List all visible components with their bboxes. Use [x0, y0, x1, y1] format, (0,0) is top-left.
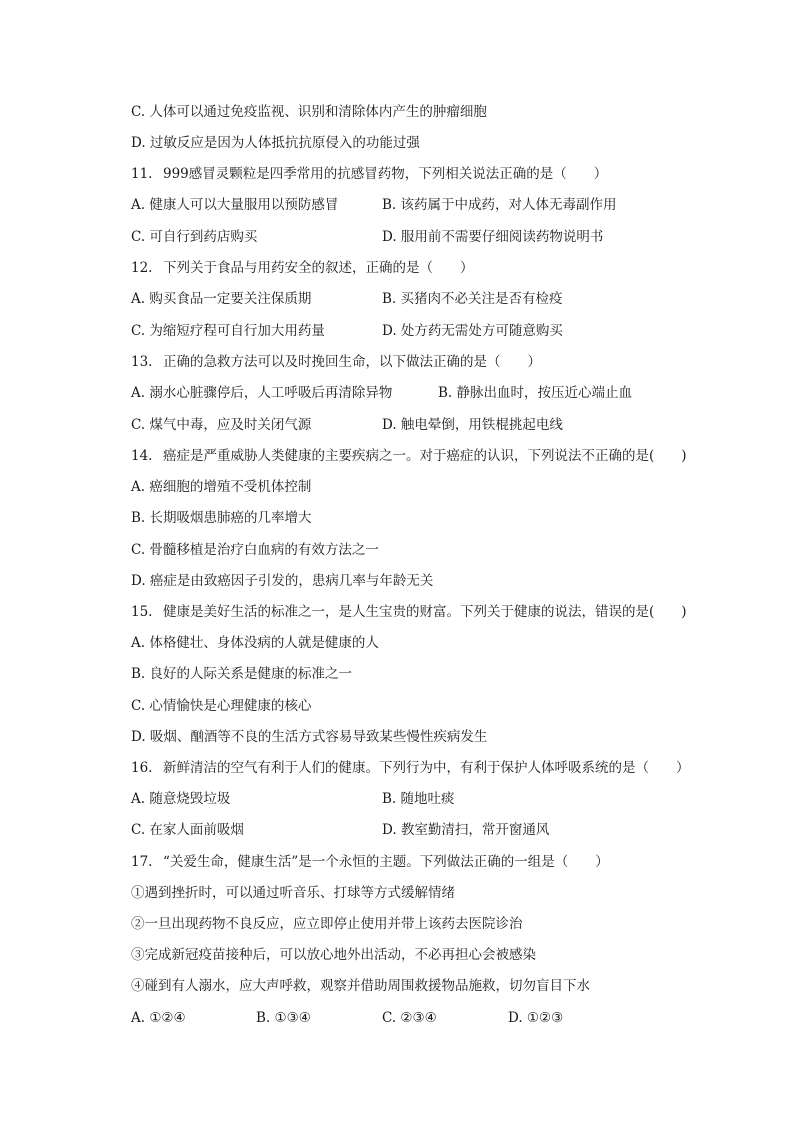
q16-option-a: A. 随意烧毁垃圾 [131, 791, 231, 807]
q11-option-a: A. 健康人可以大量服用以预防感冒 [131, 197, 339, 213]
q17-item-2: ②一旦出现药物不良反应，应立即停止使用并带上该药去医院诊治 [131, 916, 523, 932]
question-stem: 癌症是严重威胁人类健康的主要疾病之一。对于癌症的认识，下列说法不正确的是( ) [163, 448, 687, 464]
q10-option-d: D. 过敏反应是因为人体抵抗抗原侵入的功能过强 [131, 135, 420, 151]
q11-option-d: D. 服用前不需要仔细阅读药物说明书 [382, 229, 604, 245]
q15-stem [131, 601, 687, 623]
q15-option-a: A. 体格健壮、身体没病的人就是健康的人 [131, 635, 379, 651]
q13-stem [131, 351, 541, 373]
q11-option-b: B. 该药属于中成药，对人体无毒副作用 [382, 197, 617, 213]
question-number: 14. [131, 448, 153, 464]
q17-option-b: B. ①③④ [256, 1010, 311, 1026]
q11-option-c: C. 可自行到药店购买 [131, 229, 258, 245]
q15-option-d: D. 吸烟、酗酒等不良的生活方式容易导致某些慢性疾病发生 [131, 729, 488, 745]
q14-option-d: D. 癌症是由致癌因子引发的，患病几率与年龄无关 [131, 573, 434, 589]
q17-stem [131, 851, 609, 873]
question-stem: 新鲜清洁的空气有利于人们的健康。下列行为中，有利于保护人体呼吸系统的是（ ） [163, 760, 690, 776]
q13-option-a: A. 溺水心脏骤停后，人工呼吸后再清除异物 [131, 385, 393, 401]
q10-option-c: C. 人体可以通过免疫监视、识别和清除体内产生的肿瘤细胞 [131, 104, 487, 120]
q17-option-a: A. ①②④ [131, 1010, 186, 1026]
q17-item-4: ④碰到有人溺水，应大声呼救，观察并借助周围救援物品施救，切勿盲目下水 [131, 978, 590, 994]
q11-stem [131, 163, 607, 185]
q17-option-c: C. ②③④ [382, 1010, 437, 1026]
q17-item-1: ①遇到挫折时，可以通过听音乐、打球等方式缓解情绪 [131, 885, 455, 901]
question-stem: 下列关于食品与用药安全的叙述，正确的是（ ） [163, 260, 474, 276]
question-stem: 健康是美好生活的标准之一，是人生宝贵的财富。下列关于健康的说法，错误的是( ) [163, 604, 687, 620]
q15-option-c: C. 心情愉快是心理健康的核心 [131, 698, 312, 714]
q12-option-c: C. 为缩短疗程可自行加大用药量 [131, 323, 325, 339]
q16-option-c: C. 在家人面前吸烟 [131, 822, 244, 838]
q15-option-b: B. 良好的人际关系是健康的标准之一 [131, 666, 353, 682]
q16-option-d: D. 教室勤清扫，常开窗通风 [382, 822, 550, 838]
question-number: 13. [131, 354, 153, 370]
question-number: 11. [131, 166, 153, 182]
q17-option-d: D. ①②③ [508, 1010, 564, 1026]
q14-option-b: B. 长期吸烟患肺癌的几率增大 [131, 510, 312, 526]
q13-option-d: D. 触电晕倒，用铁棍挑起电线 [382, 417, 563, 433]
q12-option-a: A. 购买食品一定要关注保质期 [131, 291, 312, 307]
q14-option-a: A. 癌细胞的增殖不受机体控制 [131, 479, 312, 495]
q14-option-c: C. 骨髓移植是治疗白血病的有效方法之一 [131, 542, 379, 558]
question-stem: 999感冒灵颗粒是四季常用的抗感冒药物，下列相关说法正确的是（ ） [163, 166, 608, 182]
question-stem: 正确的急救方法可以及时挽回生命，以下做法正确的是（ ） [163, 354, 541, 370]
q12-stem [131, 257, 474, 279]
q17-item-3: ③完成新冠疫苗接种后，可以放心地外出活动，不必再担心会被感染 [131, 947, 536, 963]
q16-option-b: B. 随地吐痰 [382, 791, 455, 807]
q14-stem [131, 445, 687, 467]
question-number: 15. [131, 604, 153, 620]
q12-option-d: D. 处方药无需处方可随意购买 [382, 323, 563, 339]
q13-option-c: C. 煤气中毒，应及时关闭气源 [131, 417, 312, 433]
question-number: 16. [131, 760, 153, 776]
q12-option-b: B. 买猪肉不必关注是否有检疫 [382, 291, 563, 307]
question-number: 12. [131, 260, 153, 276]
q13-option-b: B. 静脉出血时，按压近心端止血 [438, 385, 633, 401]
q16-stem [131, 757, 690, 779]
question-stem: “关爱生命，健康生活”是一个永恒的主题。下列做法正确的一组是（ ） [163, 854, 609, 870]
question-number: 17. [131, 854, 153, 870]
